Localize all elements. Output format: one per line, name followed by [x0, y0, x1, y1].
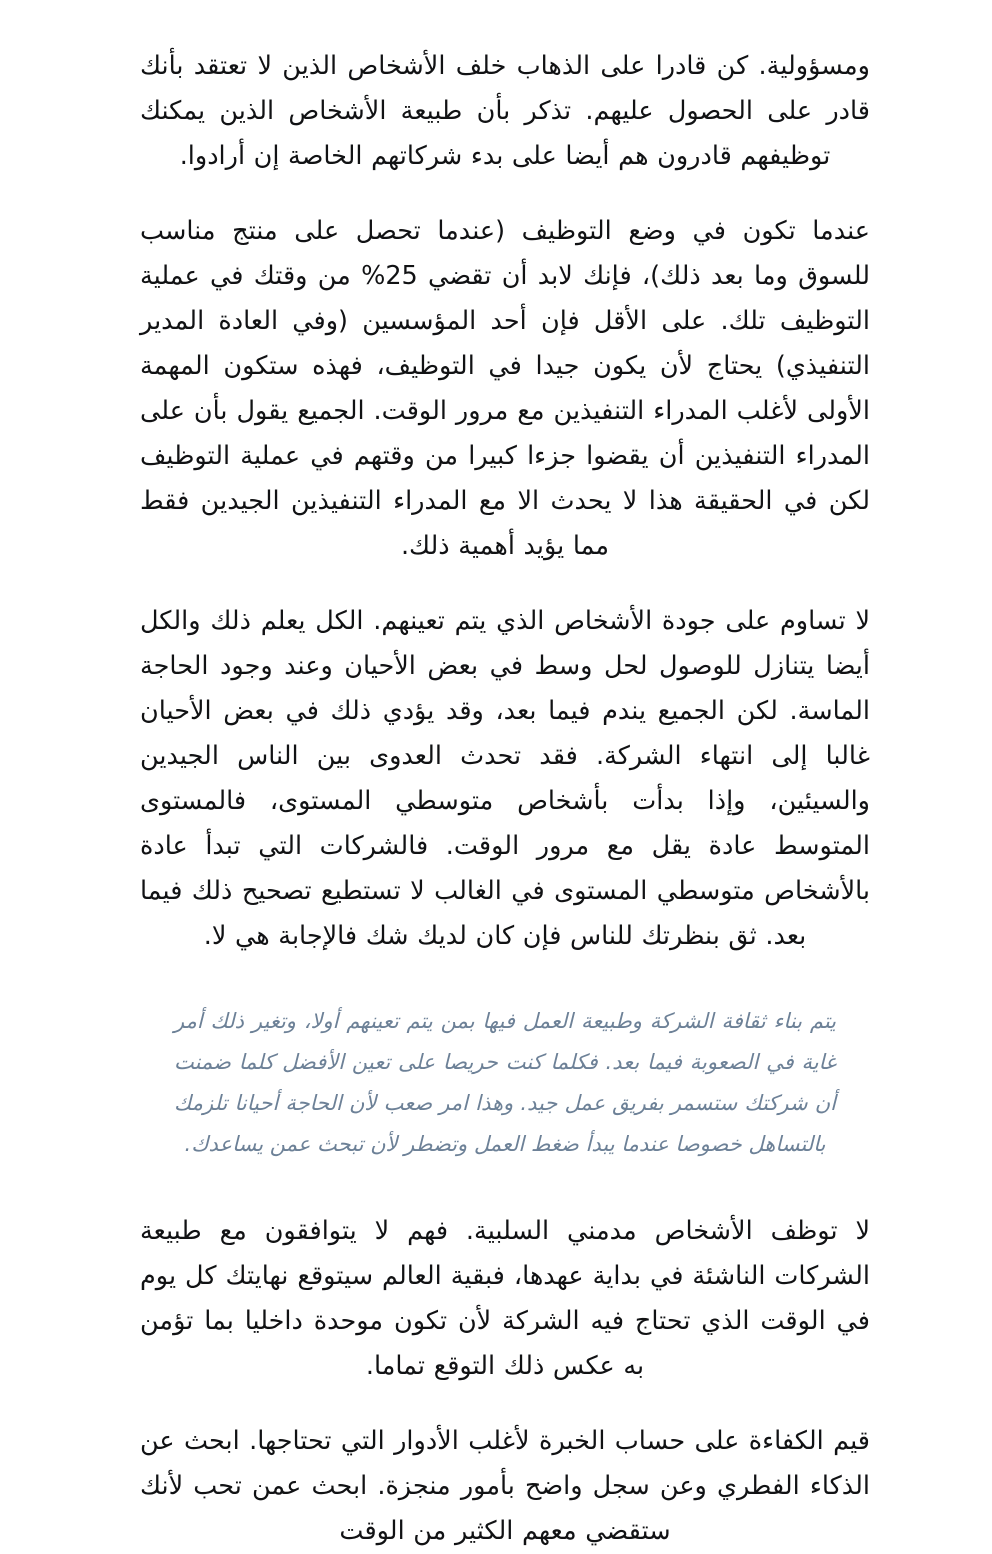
paragraph-4: لا توظف الأشخاص مدمني السلبية. فهم لا يتوافقون مع طبيعة الشركات الناشئة في بداية عهدها، فبقية العالم سيتوقع نهايتك كل يوم في الوقت الذي تحتاج فيه الشركة لأن تكون موحدة داخليا بما تؤمن به عكس ذلك التوقع تماما. [140, 1216, 870, 1381]
pull-quote: يتم بناء ثقافة الشركة وطبيعة العمل فيها بمن يتم تعينهم أولا، وتغير ذلك أمر غاية في الصعوبة فيما بعد. فكلما كنت حريصا على تعين الأفضل كلما ضمنت أن شركتك ستسمر بفريق عمل جيد. وهذا امر صعب لأن الحاجة أحيانا تلزمك بالتساهل خصوصا عندما يبدأ ضغط العمل وتضطر لأن تبحث عمن يساعدك. [174, 1009, 836, 1156]
paragraph-2: عندما تكون في وضع التوظيف (عندما تحصل على منتج مناسب للسوق وما بعد ذلك)، فإنك لابد أن تقضي 25% من وقتك في عملية التوظيف تلك. على الأقل فإن أحد المؤسسين (وفي العادة المدير التنفيذي) يحتاج لأن يكون جيدا في التوظيف، فهذه ستكون المهمة الأولى لأغلب المدراء التنفيذين مع مرور الوقت. الجميع يقول بأن على المدراء التنفيذين أن يقضوا جزءا كبيرا من وقتهم في عملية التوظيف لكن في الحقيقة هذا لا يحدث الا مع المدراء التنفيذين الجيدين فقط مما يؤيد أهمية ذلك. [140, 216, 870, 561]
document-content [140, 44, 870, 1554]
paragraph-3: لا تساوم على جودة الأشخاص الذي يتم تعينهم. الكل يعلم ذلك والكل أيضا يتنازل للوصول لحل وسط في بعض الأحيان وعند وجود الحاجة الماسة. لكن الجميع يندم فيما بعد، وقد يؤدي ذلك في بعض الأحيان غالبا إلى انتهاء الشركة. فقد تحدث العدوى بين الناس الجيدين والسيئين، وإذا بدأت بأشخاص متوسطي المستوى، فالمستوى المتوسط عادة يقل مع مرور الوقت. فالشركات التي تبدأ عادة بالأشخاص متوسطي المستوى في الغالب لا تستطيع تصحيح ذلك فيما بعد. ثق بنظرتك للناس فإن كان لديك شك فالإجابة هي لا. [140, 606, 870, 951]
paragraph-1: ومسؤولية. كن قادرا على الذهاب خلف الأشخاص الذين لا تعتقد بأنك قادر على الحصول عليهم. تذكر بأن طبيعة الأشخاص الذين يمكنك توظيفهم قادرون هم أيضا على بدء شركاتهم الخاصة إن أرادوا. [140, 51, 870, 171]
paragraph-5: قيم الكفاءة على حساب الخبرة لأغلب الأدوار التي تحتاجها. ابحث عن الذكاء الفطري وعن سجل واضح بأمور منجزة. ابحث عمن تحب لأنك ستقضي معهم الكثير من الوقت [140, 1426, 870, 1546]
